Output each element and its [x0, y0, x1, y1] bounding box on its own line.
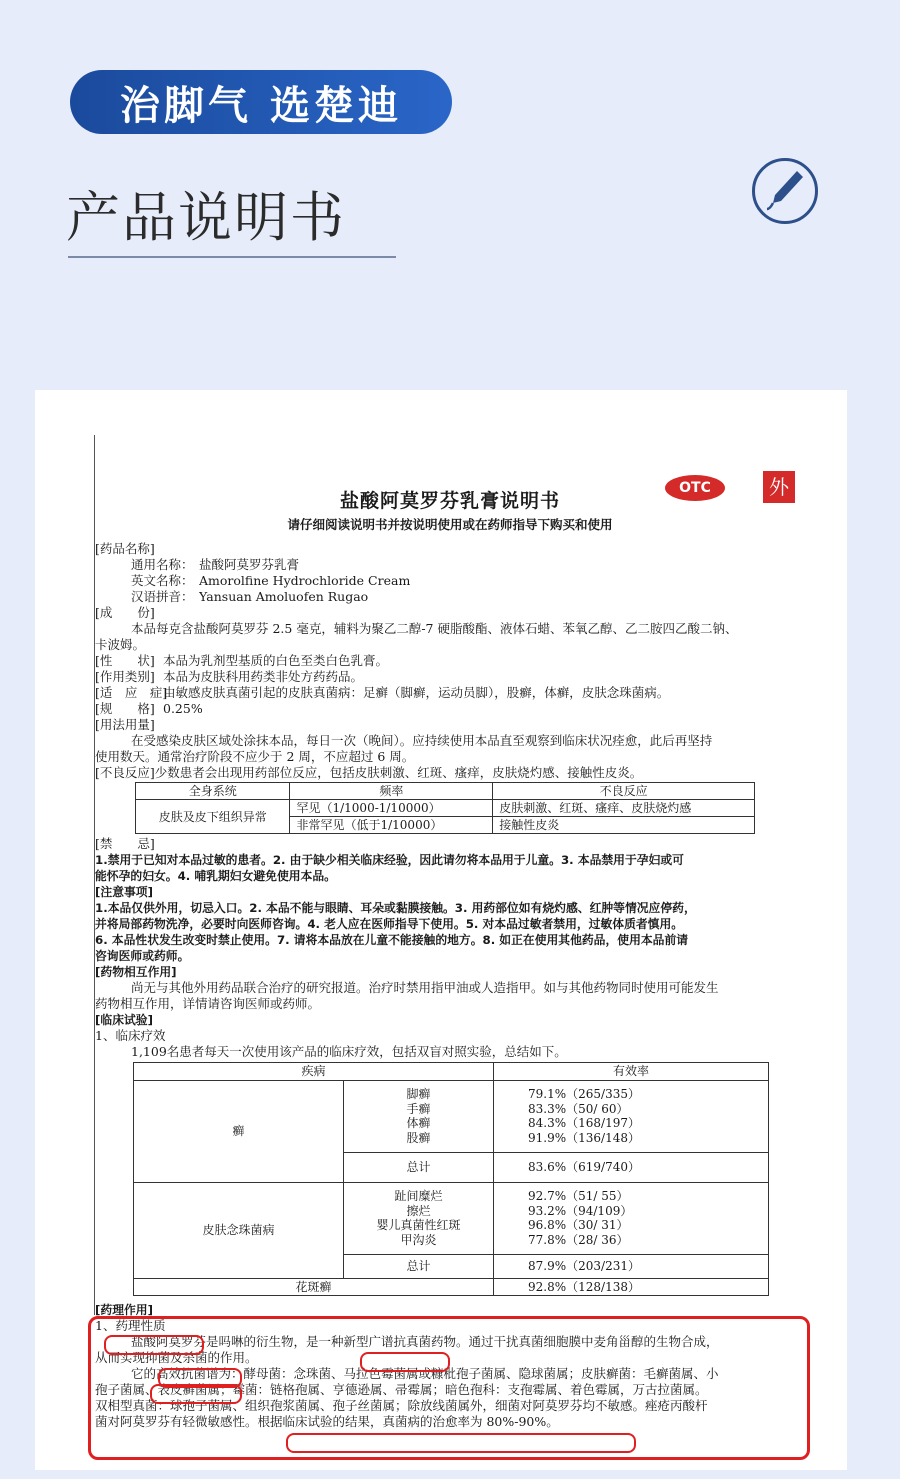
interaction-header: [药物相互作用] — [95, 965, 177, 979]
table-header: 不良反应 — [493, 783, 755, 800]
table-header: 全身系统 — [136, 783, 290, 800]
contraindications-text: 1.禁用于已知对本品过敏的患者。2. 由于缺少相关临床经验，因此请勿将本品用于儿童。3. 本品禁用于孕妇或可 — [95, 853, 684, 867]
table-header: 有效率 — [494, 1063, 769, 1081]
pharmacology-header: [药理作用] — [95, 1303, 153, 1317]
disease-items: 趾间糜烂 擦烂 婴儿真菌性红斑 甲沟炎 — [344, 1182, 494, 1254]
table-header: 疾病 — [134, 1063, 494, 1081]
interaction-text: 药物相互作用，详情请咨询医师或药师。 — [95, 996, 321, 1011]
disease-items: 脚癣 手癣 体癣 股癣 — [344, 1080, 494, 1152]
highlight-mark — [104, 1335, 204, 1355]
highlight-mark — [286, 1433, 636, 1453]
clinical-efficacy-subheader: 1、临床疗效 — [95, 1028, 166, 1043]
slogan-banner: 治脚气 选楚迪 — [70, 70, 452, 134]
contraindications-header: [禁 忌] — [95, 836, 155, 851]
property-row: [适 应 症] 由敏感皮肤真菌引起的皮肤真菌病：足癣（脚癣，运动员脚），股癣，体癣，皮肤念珠菌病。 — [95, 685, 670, 700]
property-row: [性 状] 本品为乳剂型基质的白色至类白色乳膏。 — [95, 653, 389, 668]
instruction-leaflet — [95, 435, 805, 1430]
external-use-badge: 外 — [763, 471, 795, 503]
pharmacology-text: 双相型真菌：球孢子菌属、组织孢浆菌属、孢子丝菌属；除放线菌属外，细菌对阿莫罗芬均不敏感。痤疮丙酸杆 — [95, 1398, 708, 1413]
usage-text: 使用数天。通常治疗阶段不应少于 2 周，不应超过 6 周。 — [95, 749, 415, 764]
table-header: 频率 — [290, 783, 493, 800]
disease-group: 皮肤念珠菌病 — [134, 1182, 344, 1278]
usage-text: 在受感染皮肤区域处涂抹本品，每日一次（晚间）。应持续使用本品直至观察到临床状况痊愈，此后再坚持 — [131, 733, 713, 748]
efficacy-values: 79.1%（265/335） 83.3%（50/ 60） 84.3%（168/197） 91.9%（136/148） — [494, 1080, 769, 1152]
drug-name-header: [药品名称] — [95, 541, 155, 556]
ingredients-text: 卡波姆。 — [95, 637, 146, 652]
clinical-intro: 1,109名患者每天一次使用该产品的临床疗效，包括双盲对照实验，总结如下。 — [131, 1044, 567, 1059]
ingredients-text: 本品每克含盐酸阿莫罗芬 2.5 毫克，辅料为聚乙二醇-7 硬脂酸酯、液体石蜡、苯氧乙醇、乙二胺四乙酸二钠、 — [131, 621, 738, 636]
pharmacology-text: 盐酸阿莫罗芬是吗啉的衍生物，是一种新型广谱抗真菌药物。通过干扰真菌细胞膜中麦角甾醇的生物合成， — [131, 1334, 719, 1349]
cautions-text: 1.本品仅供外用，切忌入口。2. 本品不能与眼睛、耳朵或黏膜接触。3. 用药部位如有烧灼感、红肿等情况应停药， — [95, 901, 696, 915]
table-cell: 皮肤刺激、红斑、瘙痒、皮肤烧灼感 — [493, 800, 755, 817]
adverse-table — [135, 782, 755, 834]
disease-group: 花斑癣 — [134, 1278, 494, 1296]
property-row: [作用类别] 本品为皮肤科用药类非处方药药品。 — [95, 669, 364, 684]
table-cell: 非常罕见（低于1/10000） — [290, 817, 493, 834]
cautions-text: 咨询医师或药师。 — [95, 949, 190, 963]
pen-icon — [752, 158, 818, 224]
property-row: [规 格] 0.25% — [95, 701, 203, 716]
page-title: 产品说明书 — [66, 186, 346, 249]
cautions-text: 6. 本品性状发生改变时禁止使用。7. 请将本品放在儿童不能接触的地方。8. 如正在使用其他药品，使用本品前请 — [95, 933, 689, 947]
contraindications-text: 能怀孕的妇女。4. 哺乳期妇女避免使用本品。 — [95, 869, 336, 883]
pharmacology-text: 它的高效抗菌谱为：酵母菌：念珠菌、马拉色霉菌属或糠秕孢子菌属、隐球菌属；皮肤癣菌：毛癣菌属、小 — [131, 1366, 719, 1381]
usage-header: [用法用量] — [95, 717, 155, 732]
table-cell: 接触性皮炎 — [493, 817, 755, 834]
efficacy-values: 92.7%（51/ 55） 93.2%（94/109） 96.8%（30/ 31） 77.8%（28/ 36） — [494, 1182, 769, 1254]
leaflet-title: 盐酸阿莫罗芬乳膏说明书 — [339, 490, 560, 512]
total-label: 总计 — [344, 1254, 494, 1278]
efficacy-values: 92.8%（128/138） — [494, 1278, 769, 1296]
pharmacology-text: 从而实现抑菌及杀菌的作用。 — [95, 1350, 258, 1365]
highlight-mark — [150, 1384, 242, 1404]
total-label: 总计 — [344, 1152, 494, 1182]
pharmacology-text: 菌对阿莫罗芬有轻微敏感性。根据临床试验的结果，真菌病的治愈率为 80%-90%。 — [95, 1414, 559, 1429]
drug-name-row: 英文名称： Amorolfine Hydrochloride Cream — [131, 573, 411, 588]
disease-group: 癣 — [134, 1080, 344, 1182]
adverse-header: [不良反应]少数患者会出现用药部位反应，包括皮肤刺激、红斑、瘙痒，皮肤烧灼感、接触性皮炎。 — [95, 765, 643, 780]
clinical-trial-header: [临床试验] — [95, 1013, 153, 1027]
pharmacology-subheader: 1、药理性质 — [95, 1318, 166, 1333]
leaflet-subtitle: 请仔细阅读说明书并按说明使用或在药师指导下购买和使用 — [287, 517, 613, 532]
drug-name-row: 汉语拼音： Yansuan Amoluofen Rugao — [131, 589, 369, 604]
cautions-header: [注意事项] — [95, 885, 153, 899]
ingredients-header: [成 份] — [95, 605, 155, 620]
highlight-mark — [360, 1352, 450, 1372]
drug-name-row: 通用名称： 盐酸阿莫罗芬乳膏 — [131, 557, 300, 572]
otc-badge: OTC — [665, 475, 725, 501]
pharmacology-text: 孢子菌属、表皮癣菌属；霉菌：链格孢属、亨德逊属、帚霉属；暗色孢科：支孢霉属、着色霉属，万古拉菌属。 — [95, 1382, 708, 1397]
title-divider — [68, 256, 396, 258]
table-cell: 皮肤及皮下组织异常 — [136, 800, 290, 834]
cautions-text: 并将局部药物洗净，必要时向医师咨询。4. 老人应在医师指导下使用。5. 对本品过敏者禁用，过敏体质者慎用。 — [95, 917, 684, 931]
table-cell: 罕见（1/1000-1/10000） — [290, 800, 493, 817]
interaction-text: 尚无与其他外用药品联合治疗的研究报道。治疗时禁用指甲油或人造指甲。如与其他药物同时使用可能发生 — [131, 980, 719, 995]
total-value: 83.6%（619/740） — [494, 1152, 769, 1182]
efficacy-table — [133, 1062, 769, 1296]
total-value: 87.9%（203/231） — [494, 1254, 769, 1278]
